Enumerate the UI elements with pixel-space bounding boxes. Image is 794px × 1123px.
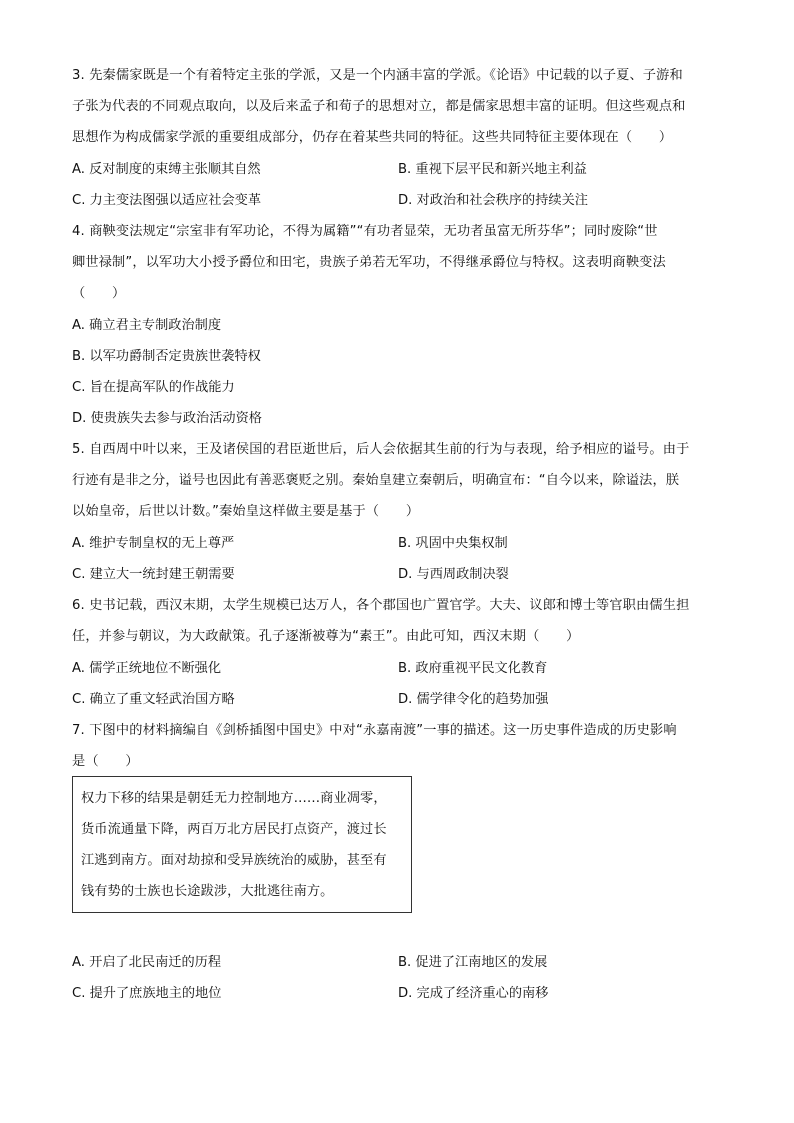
q7-stem-line-2: 是（ ） <box>72 754 139 769</box>
q7-option-d: D. 完成了经济重心的南移 <box>398 986 549 1001</box>
q7-material-line-3: 江逃到南方。面对劫掠和受异族统治的威胁，甚至有 <box>81 853 387 868</box>
q7-option-a: A. 开启了北民南迁的历程 <box>72 955 222 970</box>
q7-material-line-4: 钱有势的士族也长途跋涉，大批逃往南方。 <box>81 884 334 899</box>
q6-option-b: B. 政府重视平民文化教育 <box>398 661 548 676</box>
q4-stem-line-2: 卿世禄制”，以军功大小授予爵位和田宅，贵族子弟若无军功，不得继承爵位与特权。这表明商鞅变法 <box>72 255 666 270</box>
q7-material-line-2: 货币流通量下降，两百万北方居民打点资产，渡过长 <box>81 822 387 837</box>
q3-option-a: A. 反对制度的束缚主张顺其自然 <box>72 162 261 177</box>
q6-option-a: A. 儒学正统地位不断强化 <box>72 661 222 676</box>
q3-stem-line-3: 思想作为构成儒家学派的重要组成部分，仍存在着某些共同的特征。这些共同特征主要体现在（ ） <box>72 130 673 145</box>
q5-option-b: B. 巩固中央集权制 <box>398 536 508 551</box>
q5-stem-line-3: 以始皇帝，后世以计数。”秦始皇这样做主要是基于（ ） <box>72 504 420 519</box>
q5-stem-line-1: 5. 自西周中叶以来，王及诸侯国的君臣逝世后，后人会依据其生前的行为与表现，给予相应的谥号。由于 <box>72 442 690 457</box>
q3-option-d: D. 对政治和社会秩序的持续关注 <box>398 193 588 208</box>
q6-option-d: D. 儒学律令化的趋势加强 <box>398 692 549 707</box>
q5-option-d: D. 与西周政制决裂 <box>398 567 509 582</box>
q3-stem-line-2: 子张为代表的不同观点取向，以及后来孟子和荀子的思想对立，都是儒家思想丰富的证明。但这些观点和 <box>72 99 686 114</box>
q7-material-line-1: 权力下移的结果是朝廷无力控制地方……商业凋零， <box>81 791 387 806</box>
q3-stem-line-1: 3. 先秦儒家既是一个有着特定主张的学派，又是一个内涵丰富的学派。《论语》中记载的以子夏、子游和 <box>72 68 683 83</box>
q4-option-a: A. 确立君主专制政治制度 <box>72 318 222 333</box>
q4-stem-line-1: 4. 商鞅变法规定“宗室非有军功论，不得为属籍”“有功者显荣，无功者虽富无所芬华”；同时废除“世 <box>72 224 658 239</box>
q6-stem-line-1: 6. 史书记载，西汉末期，太学生规模已达万人，各个郡国也广置官学。大夫、议郎和博士等官职由儒生担 <box>72 598 690 613</box>
q7-option-b: B. 促进了江南地区的发展 <box>398 955 548 970</box>
q4-option-d: D. 使贵族失去参与政治活动资格 <box>72 411 262 426</box>
q5-option-a: A. 维护专制皇权的无上尊严 <box>72 536 235 551</box>
q5-option-c: C. 建立大一统封建王朝需要 <box>72 567 235 582</box>
q4-option-c: C. 旨在提高军队的作战能力 <box>72 380 235 395</box>
q7-stem-line-1: 7. 下图中的材料摘编自《剑桥插图中国史》中对“永嘉南渡”一事的描述。这一历史事件造成的历史影响 <box>72 723 677 738</box>
q4-stem-line-3: （ ） <box>72 286 126 301</box>
q6-option-c: C. 确立了重文轻武治国方略 <box>72 692 235 707</box>
q4-option-b: B. 以军功爵制否定贵族世袭特权 <box>72 349 261 364</box>
q7-option-c: C. 提升了庶族地主的地位 <box>72 986 222 1001</box>
q5-stem-line-2: 行迹有是非之分，谥号也因此有善恶褒贬之别。秦始皇建立秦朝后，明确宣布：“自今以来，除谥法，朕 <box>72 473 680 488</box>
q3-option-b: B. 重视下层平民和新兴地主利益 <box>398 162 587 177</box>
q7-material-box <box>72 776 412 913</box>
q3-option-c: C. 力主变法图强以适应社会变革 <box>72 193 262 208</box>
q6-stem-line-2: 任，并参与朝议，为大政献策。孔子逐渐被尊为“素王”。由此可知，西汉末期（ ） <box>72 629 580 644</box>
